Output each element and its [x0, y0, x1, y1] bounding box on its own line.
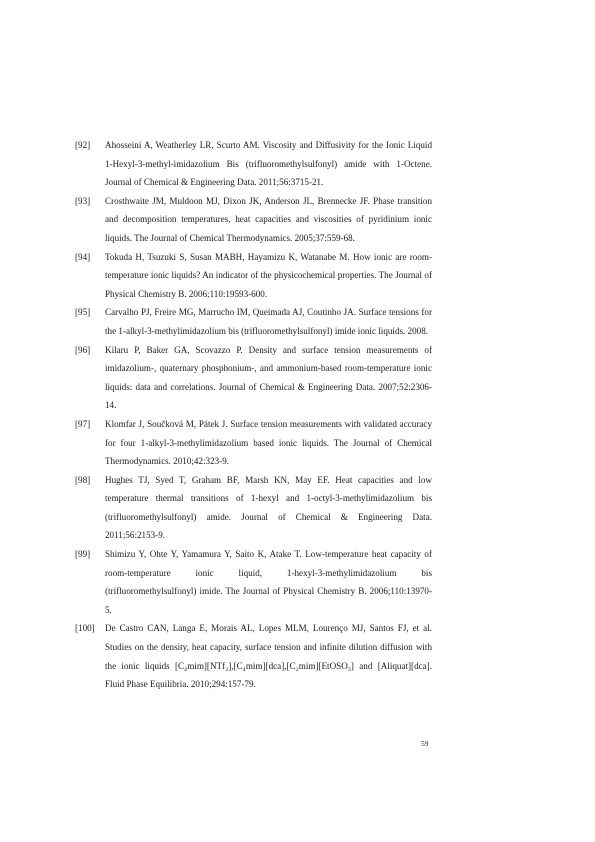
reference-number: [95]: [75, 307, 91, 318]
reference-text: Klomfar J, Součková M, Pátek J. Surface tension measurements with validated accuracy for four 1-alkyl-3-methylimidazolium based ionic liquids. The Journal of Chemical Thermodynamics. 2010;42:323-9.: [105, 418, 432, 467]
reference-text: Ahosseini A, Weatherley LR, Scurto AM. Viscosity and Diffusivity for the Ionic Liquid 1-Hexyl-3-methyl-imidazolium Bis (trifluoromethylsulfonyl) amide with 1-Octene. Journal of Chemical & Engineering Data. 2011;56:3715-21.: [105, 140, 432, 188]
reference-100: [75, 619, 432, 693]
reference-number: [98]: [75, 474, 91, 485]
reference-number: [92]: [75, 140, 91, 150]
reference-94: [75, 248, 432, 304]
reference-text: Crosthwaite JM, Muldoon MJ, Dixon JK, Anderson JL, Brennecke JF. Phase transition and decomposition temperatures, heat capacities and viscosities of pyridinium ionic liquids. The Journal of Chemical Thermodynamics. 2005;37:559-68.: [105, 195, 432, 243]
reference-99: [75, 545, 432, 619]
reference-number: [94]: [75, 251, 91, 262]
page-number: 59: [421, 739, 429, 748]
reference-95: [75, 303, 432, 340]
reference-96: [75, 341, 432, 415]
reference-text: De Castro CAN, Langa E, Morais AL, Lopes MLM, Lourenço MJ, Santos FJ, et al. Studies on the density, heat capacity, surface tension and infinite dilution diffusion with the ionic liquids [C₄mim][NTf₂],[C₄mim][dca],[C₂mim][EtOSO₃] and [Aliquat][dca]. Fluid Phase Equilibria. 2010;294:157-79.: [105, 623, 432, 690]
reference-text: Kilaru P, Baker GA, Scovazzo P. Density and surface tension measurements of imidazolium-, quaternary phosphonium-, and ammonium-based room-temperature ionic liquids: data and correlations. Journal of Chemical & Engineering Data. 2007;52:2306-14.: [105, 344, 432, 411]
reference-text: Shimizu Y, Ohte Y, Yamamura Y, Saito K, Atake T. Low-temperature heat capacity of room-temperature ionic liquid, 1-hexyl-3-methylimidazolium bis (trifluoromethylsulfonyl) imide. The Journal of Physical Chemistry B. 2006;110:13970-5.: [105, 549, 432, 615]
reference-97: [75, 415, 432, 471]
reference-93: [75, 192, 432, 248]
reference-98: [75, 471, 432, 545]
reference-number: [96]: [75, 344, 91, 355]
reference-text: Hughes TJ, Syed T, Graham BF, Marsh KN, May EF. Heat capacities and low temperature thermal transitions of 1-hexyl and 1-octyl-3-methylimidazolium bis (trifluoromethylsulfonyl) amide. Journal of Chemical & Engineering Data. 2011;56:2153-9.: [105, 474, 432, 541]
reference-number: [99]: [75, 549, 91, 560]
reference-number: [100]: [75, 623, 95, 634]
reference-text: Tokuda H, Tsuzuki S, Susan MABH, Hayamizu K, Watanabe M. How ionic are room-temperature ionic liquids? An indicator of the physicochemical properties. The Journal of Physical Chemistry B. 2006;110:19593-600.: [105, 251, 432, 299]
reference-92: [75, 136, 432, 192]
reference-number: [97]: [75, 418, 91, 429]
reference-number: [93]: [75, 195, 91, 206]
reference-text: Carvalho PJ, Freire MG, Marrucho IM, Queimada AJ, Coutinho JA. Surface tensions for the 1-alkyl-3-methylimidazolium bis (trifluoromethylsulfonyl) imide ionic liquids. 2008.: [105, 307, 432, 336]
reference-list: [75, 136, 432, 694]
